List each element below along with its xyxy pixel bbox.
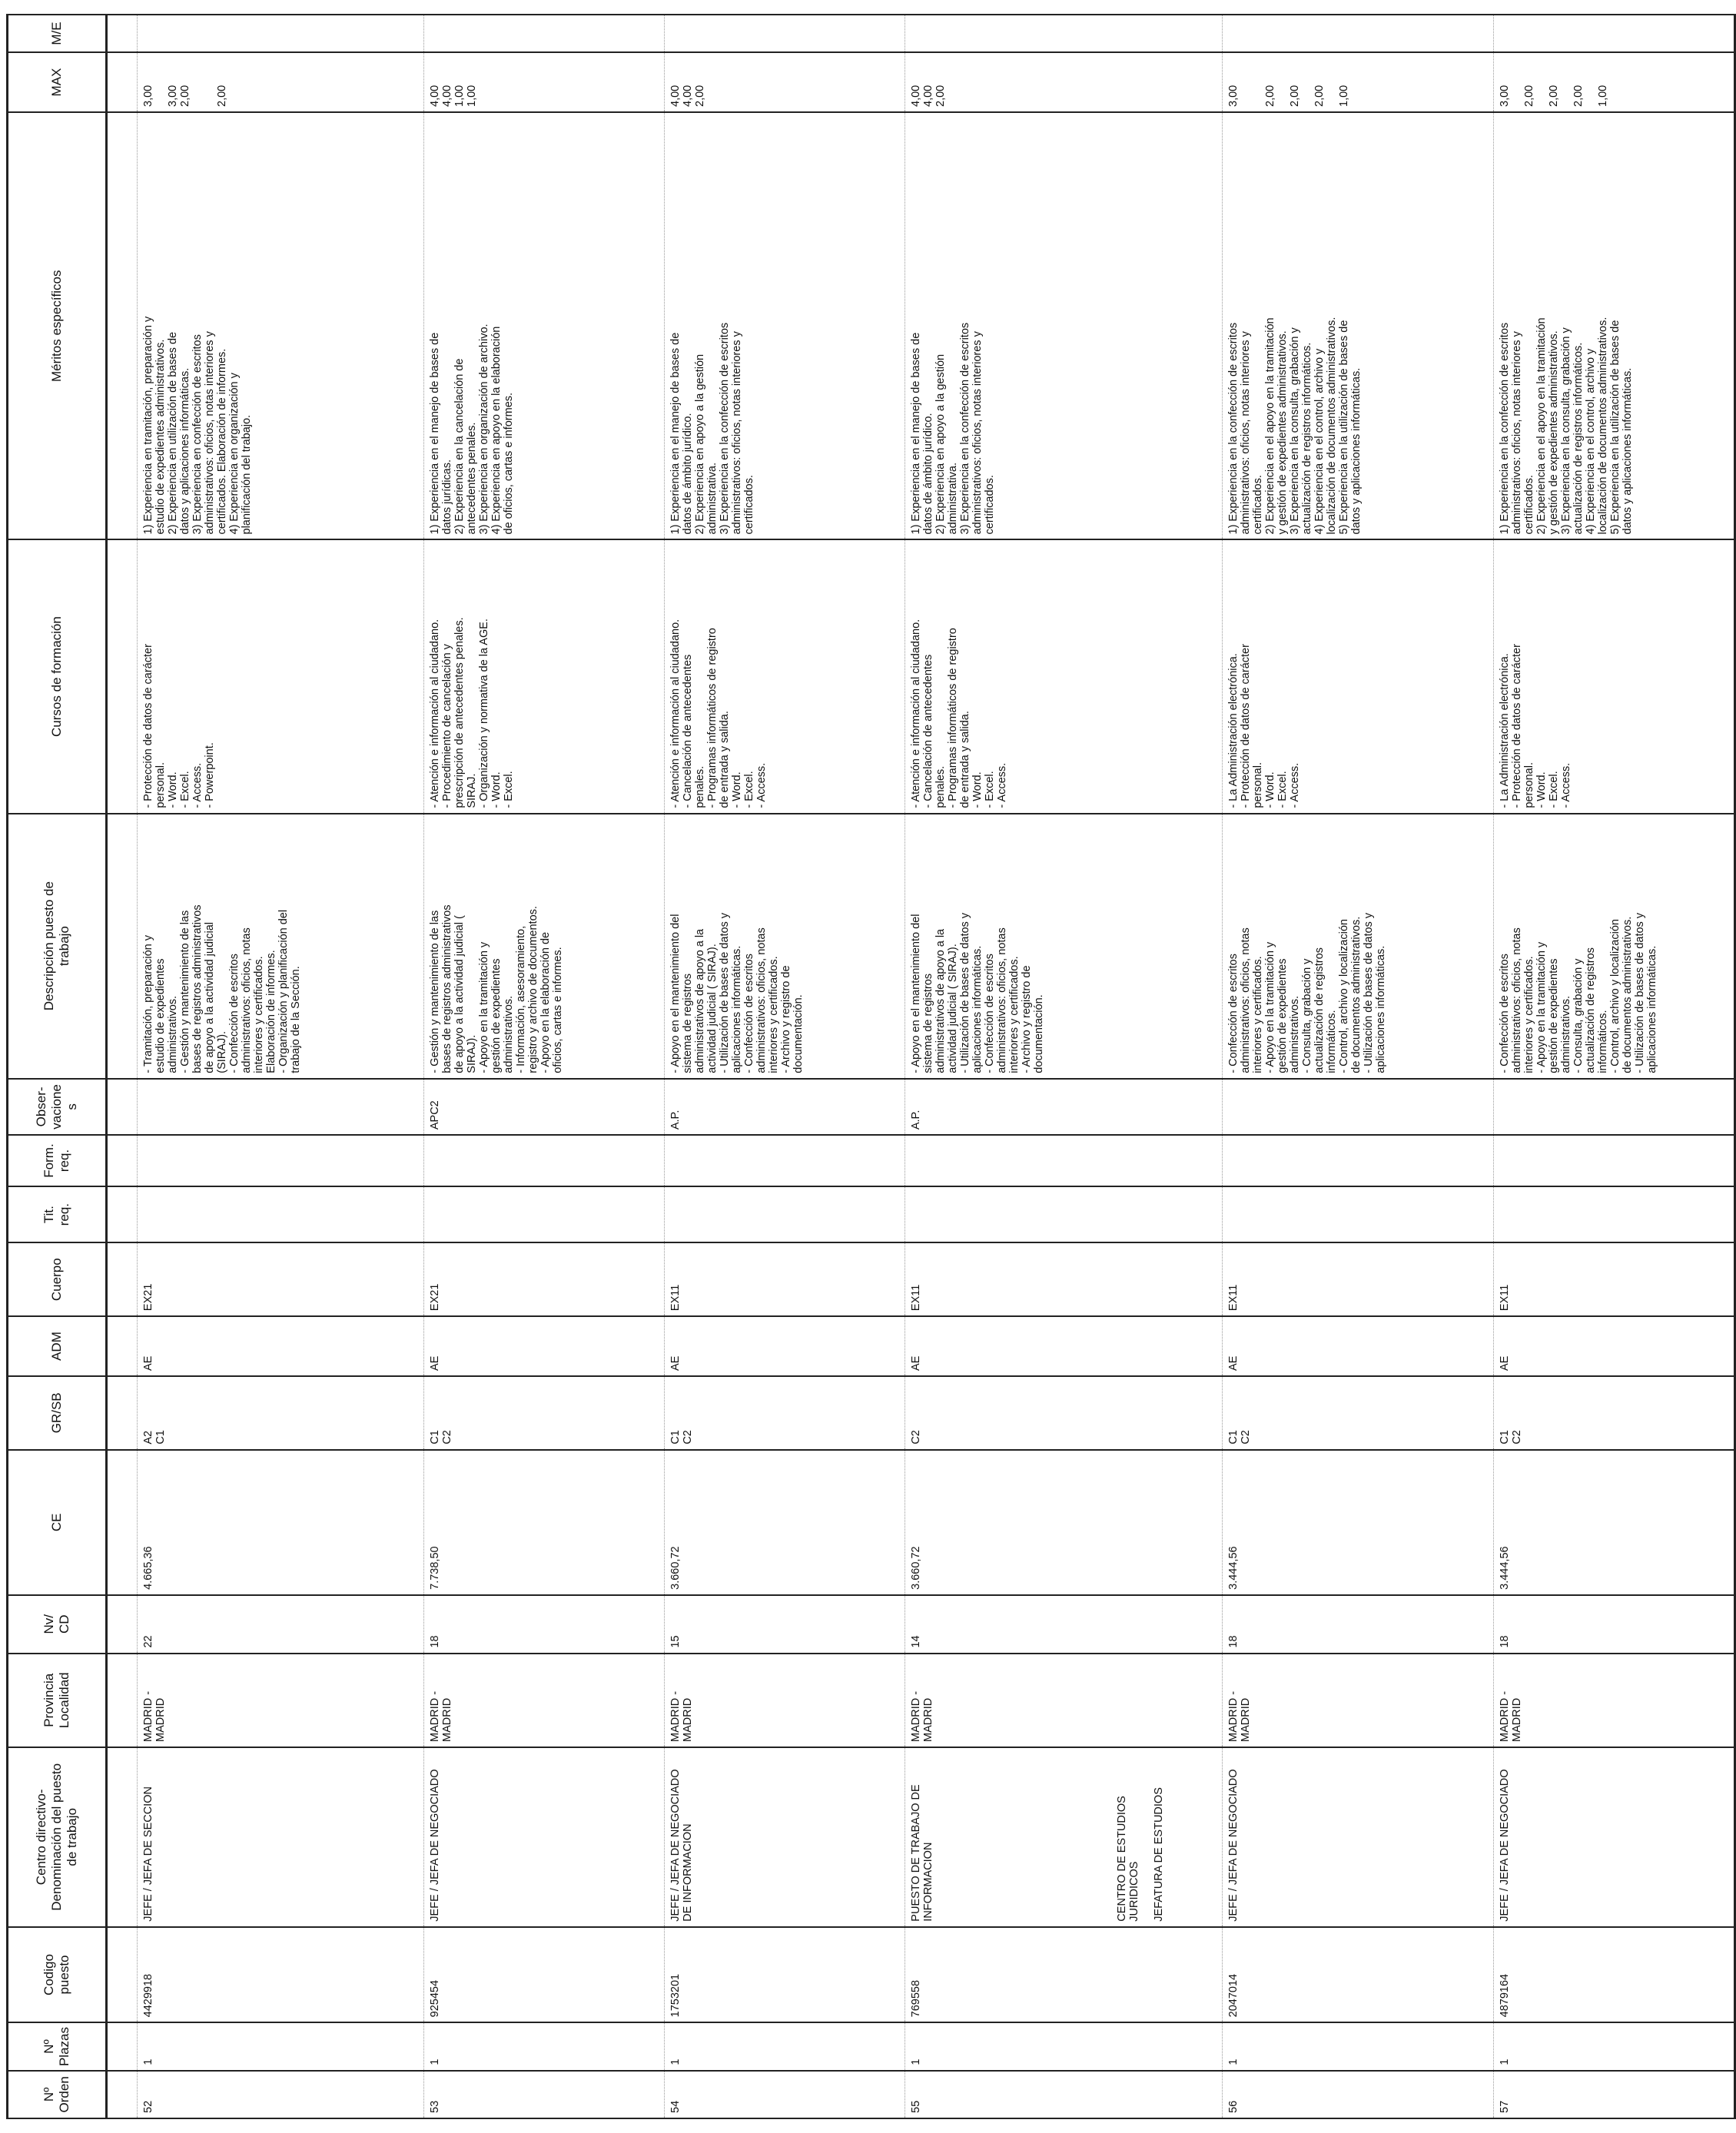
grupo-cell: C1 C2 xyxy=(665,1376,905,1450)
header-formacion: Form. req. xyxy=(8,1135,107,1186)
cursos-cell: - Atención e información al ciudadano. - Procedimiento de cancelación y prescripción de antecedentes penales. SIRAJ. - Organización y normativa de la AGE. - Word. - Excel. xyxy=(424,540,665,814)
nivel-cell: 14 xyxy=(905,1595,1223,1654)
denominacion-cell: JEFE / JEFA DE SECCION xyxy=(138,1747,424,1927)
section-heading xyxy=(1104,1753,1177,1922)
cursos-cell: - Atención e información al ciudadano. - Cancelación de antecedentes penales. - Programas informáticos de registro de entrada y salida. - Word. - Excel. - Access. xyxy=(905,540,1223,814)
provincia-cell: MADRID - MADRID xyxy=(424,1654,665,1747)
me-cell xyxy=(1223,15,1494,52)
adm-cell: AE xyxy=(1223,1316,1494,1376)
titulacion-cell xyxy=(1223,1186,1494,1242)
ce-cell: 7.738,50 xyxy=(424,1450,665,1595)
ce-cell: 3.660,72 xyxy=(905,1450,1223,1595)
formacion-cell xyxy=(138,1135,424,1186)
adm-cell: AE xyxy=(138,1316,424,1376)
observaciones-cell xyxy=(138,1079,424,1135)
formacion-cell xyxy=(424,1135,665,1186)
meritos-cell: 1) Experiencia en la confección de escritos administrativos: oficios, notas interiores y certificados. 2) Experiencia en el apoyo en la tramitación y gestión de expedientes administrativos. 3) Experiencia en la consulta, grabación y actualización de registros informáticos. 4) Experiencia en el control, archivo y localización de documentos administrativos. 5) Experiencia en la utilización de bases de datos y aplicaciones informáticas. xyxy=(1494,112,1735,540)
me-cell xyxy=(665,15,905,52)
filler-cell xyxy=(107,1595,138,1654)
max-cell: 4,00 4,00 1,00 1,00 xyxy=(424,52,665,112)
denominacion-cell: JEFE / JEFA DE NEGOCIADO xyxy=(1223,1747,1494,1927)
me-cell xyxy=(1494,15,1735,52)
nivel-cell: 22 xyxy=(138,1595,424,1654)
codigo-cell: 4429918 xyxy=(138,1927,424,2023)
filler-cell xyxy=(107,2071,138,2118)
max-cell: 3,00 3,00 2,00 2,00 xyxy=(138,52,424,112)
table-row xyxy=(424,15,665,2118)
header-nivel: Nv/ CD xyxy=(8,1595,107,1654)
filler-cell xyxy=(107,2022,138,2070)
formacion-cell xyxy=(905,1135,1223,1186)
observaciones-cell xyxy=(1494,1079,1735,1135)
orden-cell: 52 xyxy=(138,2071,424,2118)
jefatura-heading: JEFATURA DE ESTUDIOS xyxy=(1153,1787,1165,1922)
max-cell: 3,00 2,00 2,00 2,00 1,00 xyxy=(1494,52,1735,112)
codigo-cell: 4879164 xyxy=(1494,1927,1735,2023)
grupo-cell: C2 xyxy=(905,1376,1223,1450)
header-row xyxy=(8,15,107,2118)
cuerpo-cell: EX21 xyxy=(424,1242,665,1316)
orden-cell: 54 xyxy=(665,2071,905,2118)
descripcion-cell: - Apoyo en el mantenimiento del sistema de registros administrativos de apoyo a la actividad judicial ( SIRAJ). - Utilización de bases de datos y aplicaciones informáticas. - Confección de escritos administrativos: oficios, notas interiores y certificados. - Archivo y registro de documentación. xyxy=(905,814,1223,1079)
orden-cell: 56 xyxy=(1223,2071,1494,2118)
orden-cell: 57 xyxy=(1494,2071,1735,2118)
meritos-cell: 1) Experiencia en el manejo de bases de datos jurídicas. 2) Experiencia en la cancelación de antecedentes penales. 3) Experiencia en organización de archivo. 4) Experiencia en apoyo en la elaboración de oficios, cartas e informes. xyxy=(424,112,665,540)
plazas-cell: 1 xyxy=(1223,2022,1494,2070)
plazas-cell: 1 xyxy=(665,2022,905,2070)
filler-cell xyxy=(107,1242,138,1316)
titulacion-cell xyxy=(138,1186,424,1242)
codigo-cell: 925454 xyxy=(424,1927,665,2023)
formacion-cell xyxy=(1223,1135,1494,1186)
header-cuerpo: Cuerpo xyxy=(8,1242,107,1316)
table-row xyxy=(1223,15,1494,2118)
filler-cell xyxy=(107,540,138,814)
cursos-cell: - La Administración electrónica. - Protección de datos de carácter personal. - Word. - Excel. - Access. xyxy=(1494,540,1735,814)
header-descripcion: Descripción puesto de trabajo xyxy=(8,814,107,1079)
filler-cell xyxy=(107,1376,138,1450)
cuerpo-cell: EX11 xyxy=(1494,1242,1735,1316)
filler-cell xyxy=(107,1316,138,1376)
plazas-cell: 1 xyxy=(905,2022,1223,2070)
plazas-cell: 1 xyxy=(1494,2022,1735,2070)
filler-cell xyxy=(107,1747,138,1927)
codigo-cell: 1753201 xyxy=(665,1927,905,2023)
descripcion-cell: - Tramitación, preparación y estudio de expedientes administrativos. - Gestión y mantenimiento de las bases de registros administrativos de apoyo a la actividad judicial (SIRAJ). - Confección de escritos administrativos: oficios, notas interiores y certificados. Elaboración de informes. - Organización y planificación del trabajo de la Sección. xyxy=(138,814,424,1079)
observaciones-cell: APC2 xyxy=(424,1079,665,1135)
centro-heading: CENTRO DE ESTUDIOS JURIDICOS xyxy=(1116,1796,1140,1922)
denominacion-cell: JEFE / JEFA DE NEGOCIADO xyxy=(424,1747,665,1927)
provincia-cell: MADRID - MADRID xyxy=(665,1654,905,1747)
filler-cell xyxy=(107,1450,138,1595)
meritos-cell: 1) Experiencia en la confección de escritos administrativos: oficios, notas interiores y certificados. 2) Experiencia en el apoyo en la tramitación y gestión de expedientes administrativos. 3) Experiencia en la consulta, grabación y actualización de registros informáticos. 4) Experiencia en el control, archivo y localización de documentos administrativos. 5) Experiencia en la utilización de bases de datos y aplicaciones informáticas. xyxy=(1223,112,1494,540)
formacion-cell xyxy=(1494,1135,1735,1186)
filler-row xyxy=(107,15,138,2118)
table-row xyxy=(138,15,424,2118)
orden-cell: 55 xyxy=(905,2071,1223,2118)
table-row xyxy=(1494,15,1735,2118)
cursos-cell: - Protección de datos de carácter personal. - Word. - Excel. - Access. - Powerpoint. xyxy=(138,540,424,814)
nivel-cell: 18 xyxy=(1494,1595,1735,1654)
header-orden: Nº Orden xyxy=(8,2071,107,2118)
filler-cell xyxy=(107,15,138,52)
header-observaciones: Obser- vaciones xyxy=(8,1079,107,1135)
ce-cell: 3.660,72 xyxy=(665,1450,905,1595)
adm-cell: AE xyxy=(424,1316,665,1376)
provincia-cell: MADRID - MADRID xyxy=(1494,1654,1735,1747)
header-codigo: Codigo puesto xyxy=(8,1927,107,2023)
filler-cell xyxy=(107,52,138,112)
codigo-cell: 769558 xyxy=(905,1927,1223,2023)
grupo-cell: A2 C1 xyxy=(138,1376,424,1450)
titulacion-cell xyxy=(1494,1186,1735,1242)
denominacion-text: PUESTO DE TRABAJO DE INFORMACION xyxy=(910,1784,934,1922)
cursos-cell: - Atención e información al ciudadano. - Cancelación de antecedentes penales. - Programas informáticos de registro de entrada y salida. - Word. - Excel. - Access. xyxy=(665,540,905,814)
meritos-cell: 1) Experiencia en tramitación, preparación y estudio de expedientes administrativos. 2) Experiencia en utilización de bases de datos y aplicaciones informáticas. 3) Experiencia en confección de escritos administrativos: oficios, notas interiores y certificados. Elaboración de informes. 4) Experiencia en organización y planificación del trabajo. xyxy=(138,112,424,540)
descripcion-cell: - Gestión y mantenimiento de las bases de registros administrativos de apoyo a la actividad judicial ( SIRAJ). - Apoyo en la tramitación y gestión de expedientes administrativos. - Información, asesoramiento, registro y archivo de documentos. - Apoyo en la elaboración de oficios, cartas e informes. xyxy=(424,814,665,1079)
me-cell xyxy=(138,15,424,52)
max-cell: 4,00 4,00 2,00 xyxy=(665,52,905,112)
filler-cell xyxy=(107,814,138,1079)
orden-cell: 53 xyxy=(424,2071,665,2118)
ce-cell: 3.444,56 xyxy=(1223,1450,1494,1595)
grupo-cell: C1 C2 xyxy=(1223,1376,1494,1450)
header-centro: Centro directivo- Denominación del puesto de trabajo xyxy=(8,1747,107,1927)
cuerpo-cell: EX11 xyxy=(665,1242,905,1316)
me-cell xyxy=(424,15,665,52)
filler-cell xyxy=(107,1186,138,1242)
denominacion-cell xyxy=(905,1747,1223,1927)
header-me: M/E xyxy=(8,15,107,52)
filler-cell xyxy=(107,1135,138,1186)
filler-cell xyxy=(107,1927,138,2023)
ce-cell: 4.665,36 xyxy=(138,1450,424,1595)
descripcion-cell: - Confección de escritos administrativos: oficios, notas interiores y certificados. - Apoyo en la tramitación y gestión de expedientes administrativos. - Consulta, grabación y actualización de registros informáticos. - Control, archivo y localización de documentos administrativos. - Utilización de bases de datos y aplicaciones informáticas. xyxy=(1223,814,1494,1079)
observaciones-cell: A.P. xyxy=(905,1079,1223,1135)
meritos-cell: 1) Experiencia en el manejo de bases de datos de ámbito jurídico. 2) Experiencia en apoyo a la gestión administrativa. 3) Experiencia en la confección de escritos administrativos: oficios, notas interiores y certificados. xyxy=(905,112,1223,540)
cuerpo-cell: EX11 xyxy=(905,1242,1223,1316)
cursos-cell: - La Administración electrónica. - Protección de datos de carácter personal. - Word. - Excel. - Access. xyxy=(1223,540,1494,814)
filler-cell xyxy=(107,112,138,540)
adm-cell: AE xyxy=(665,1316,905,1376)
adm-cell: AE xyxy=(905,1316,1223,1376)
table-row xyxy=(665,15,905,2118)
filler-cell xyxy=(107,1654,138,1747)
job-positions-table xyxy=(6,14,1736,2119)
header-plazas: Nº Plazas xyxy=(8,2022,107,2070)
grupo-cell: C1 C2 xyxy=(424,1376,665,1450)
header-ce: CE xyxy=(8,1450,107,1595)
header-grupo: GR/SB xyxy=(8,1376,107,1450)
cuerpo-cell: EX11 xyxy=(1223,1242,1494,1316)
titulacion-cell xyxy=(905,1186,1223,1242)
header-cursos: Cursos de formación xyxy=(8,540,107,814)
plazas-cell: 1 xyxy=(424,2022,665,2070)
provincia-cell: MADRID - MADRID xyxy=(905,1654,1223,1747)
plazas-cell: 1 xyxy=(138,2022,424,2070)
me-cell xyxy=(905,15,1223,52)
header-titulacion: Tit. req. xyxy=(8,1186,107,1242)
titulacion-cell xyxy=(424,1186,665,1242)
titulacion-cell xyxy=(665,1186,905,1242)
header-adm: ADM xyxy=(8,1316,107,1376)
denominacion-cell: JEFE / JEFA DE NEGOCIADO DE INFORMACION xyxy=(665,1747,905,1927)
formacion-cell xyxy=(665,1135,905,1186)
provincia-cell: MADRID - MADRID xyxy=(138,1654,424,1747)
descripcion-cell: - Apoyo en el mantenimiento del sistema de registros administrativos de apoyo a la actividad judicial ( SIRAJ). - Utilización de bases de datos y aplicaciones informáticas. - Confección de escritos administrativos: oficios, notas interiores y certificados. - Archivo y registro de documentación. xyxy=(665,814,905,1079)
descripcion-cell: - Confección de escritos administrativos: oficios, notas interiores y certificados. - Apoyo en la tramitación y gestión de expedientes administrativos. - Consulta, grabación y actualización de registros informáticos. - Control, archivo y localización de documentos administrativos. - Utilización de bases de datos y aplicaciones informáticas. xyxy=(1494,814,1735,1079)
ce-cell: 3.444,56 xyxy=(1494,1450,1735,1595)
max-cell: 3,00 2,00 2,00 2,00 1,00 xyxy=(1223,52,1494,112)
observaciones-cell: A.P. xyxy=(665,1079,905,1135)
nivel-cell: 18 xyxy=(1223,1595,1494,1654)
denominacion-cell: JEFE / JEFA DE NEGOCIADO xyxy=(1494,1747,1735,1927)
adm-cell: AE xyxy=(1494,1316,1735,1376)
header-max: MAX xyxy=(8,52,107,112)
table-row xyxy=(905,15,1223,2118)
codigo-cell: 2047014 xyxy=(1223,1927,1494,2023)
header-provincia: Provincia Localidad xyxy=(8,1654,107,1747)
header-meritos: Méritos específicos xyxy=(8,112,107,540)
filler-cell xyxy=(107,1079,138,1135)
provincia-cell: MADRID - MADRID xyxy=(1223,1654,1494,1747)
grupo-cell: C1 C2 xyxy=(1494,1376,1735,1450)
nivel-cell: 18 xyxy=(424,1595,665,1654)
observaciones-cell xyxy=(1223,1079,1494,1135)
meritos-cell: 1) Experiencia en el manejo de bases de datos de ámbito jurídico. 2) Experiencia en apoyo a la gestión administrativa. 3) Experiencia en la confección de escritos administrativos: oficios, notas interiores y certificados. xyxy=(665,112,905,540)
max-cell: 4,00 4,00 2,00 xyxy=(905,52,1223,112)
cuerpo-cell: EX21 xyxy=(138,1242,424,1316)
nivel-cell: 15 xyxy=(665,1595,905,1654)
